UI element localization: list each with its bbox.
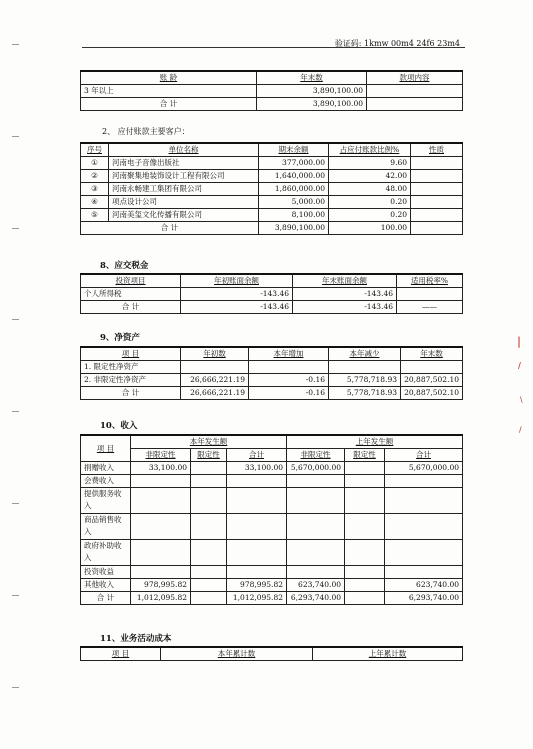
cell (191, 474, 227, 487)
cell (227, 565, 287, 578)
cell: 5,778,718.93 (329, 386, 401, 399)
cell (191, 578, 227, 591)
table-row (81, 461, 463, 474)
table-row (81, 487, 463, 513)
cell: 26,666,221.19 (181, 386, 249, 399)
cell: 3,890,100.00 (259, 221, 329, 234)
cell (385, 565, 463, 578)
cell: 6,293,740.00 (287, 591, 345, 604)
aging-table (80, 70, 463, 111)
cell: 42.00 (329, 169, 411, 182)
cell (287, 513, 345, 539)
cell: 5,670,000.00 (385, 461, 463, 474)
column-group-header: 上年发生额 (287, 435, 463, 448)
column-header: 年末数 (401, 347, 463, 360)
cell (227, 513, 287, 539)
cell: —— (397, 300, 463, 313)
column-header: 年末账面余额 (293, 274, 397, 287)
column-header: 年初账面余额 (181, 274, 293, 287)
cell (191, 487, 227, 513)
column-header: 适用税率% (397, 274, 463, 287)
table-row (81, 565, 463, 578)
cell (367, 97, 463, 110)
cell: 河南永畅建工集团有限公司 (109, 182, 259, 195)
margin-mark (12, 503, 19, 504)
cell: 合 计 (81, 300, 181, 313)
table-row (81, 195, 463, 208)
table-row (81, 373, 463, 386)
cell: 提供服务收入 (81, 487, 131, 513)
cell (191, 513, 227, 539)
cell (345, 565, 385, 578)
margin-mark (12, 319, 19, 320)
cell (411, 208, 463, 221)
cell: 5,778,718.93 (329, 373, 401, 386)
cell: 商品销售收入 (81, 513, 131, 539)
cell: 5,670,000.00 (287, 461, 345, 474)
cell: 33,100.00 (227, 461, 287, 474)
cell: 捐赠收入 (81, 461, 131, 474)
cell: 100.00 (329, 221, 411, 234)
column-header: 本年增加 (249, 347, 329, 360)
cell (345, 487, 385, 513)
column-header: 款项内容 (367, 71, 463, 84)
table-row (81, 513, 463, 539)
cell (385, 474, 463, 487)
seal-fragment: / (519, 425, 522, 434)
cell: ① (81, 156, 109, 169)
cell: ⑤ (81, 208, 109, 221)
cell: 9.60 (329, 156, 411, 169)
cell: 1,640,000.00 (259, 169, 329, 182)
cell: 河南美玺文化传播有限公司 (109, 208, 259, 221)
cell: 3 年以上 (81, 84, 257, 97)
margin-mark (12, 228, 19, 229)
cell: 政府补助收入 (81, 539, 131, 565)
column-header: 单位名称 (109, 143, 259, 156)
cell: -143.46 (181, 287, 293, 300)
table-row (81, 156, 463, 169)
cell (385, 539, 463, 565)
cell (191, 539, 227, 565)
cell: -143.46 (181, 300, 293, 313)
column-header: 序号 (81, 143, 109, 156)
column-header: 非限定性 (131, 448, 191, 461)
cell (411, 169, 463, 182)
table-row (81, 287, 463, 300)
cell (345, 591, 385, 604)
column-header: 投资项目 (81, 274, 181, 287)
cell (287, 539, 345, 565)
cell (131, 474, 191, 487)
column-group-header: 本年发生额 (131, 435, 287, 448)
cell (227, 474, 287, 487)
income-table (80, 434, 463, 605)
seal-fragment: | (517, 335, 522, 348)
cell: 5,000.00 (259, 195, 329, 208)
cell: 合 计 (81, 221, 259, 234)
table-row (81, 360, 463, 373)
table-row (81, 169, 463, 182)
cell (401, 360, 463, 373)
column-header: 合计 (227, 448, 287, 461)
cell (191, 565, 227, 578)
cell (191, 461, 227, 474)
cell: 3,890,100.00 (257, 84, 367, 97)
column-header: 限定性 (191, 448, 227, 461)
cell (411, 182, 463, 195)
cell: 1,012,095.82 (131, 591, 191, 604)
column-header: 性质 (411, 143, 463, 156)
cell: 20,887,502.10 (401, 373, 463, 386)
cell (345, 539, 385, 565)
section-title: 8、应交税金 (100, 261, 149, 271)
cell: 个人所得税 (81, 287, 181, 300)
margin-mark (12, 136, 19, 137)
cell: ④ (81, 195, 109, 208)
cell (345, 474, 385, 487)
cell: ② (81, 169, 109, 182)
section-title: 11、业务活动成本 (100, 634, 172, 644)
column-header: 占应付账款比例% (329, 143, 411, 156)
cell: 377,000.00 (259, 156, 329, 169)
cell (397, 287, 463, 300)
cell (227, 487, 287, 513)
cell: 投资收益 (81, 565, 131, 578)
column-header: 年末数 (257, 71, 367, 84)
cell: 1,860,000.00 (259, 182, 329, 195)
cell (367, 84, 463, 97)
cell: 20,887,502.10 (401, 386, 463, 399)
payables-table (80, 142, 463, 235)
cell (191, 591, 227, 604)
cell: 项点设计公司 (109, 195, 259, 208)
tax-table (80, 273, 463, 314)
table-row (81, 474, 463, 487)
cell: 3,890,100.00 (257, 97, 367, 110)
seal-fragment: \ (520, 395, 523, 404)
column-header: 账 龄 (81, 71, 257, 84)
table-row (81, 578, 463, 591)
column-header: 期末余额 (259, 143, 329, 156)
cell: 48.00 (329, 182, 411, 195)
cell: 合 计 (81, 386, 181, 399)
cell: 1,012,095.82 (227, 591, 287, 604)
margin-mark (12, 687, 19, 688)
column-header: 限定性 (345, 448, 385, 461)
column-header: 本年减少 (329, 347, 401, 360)
cell: 26,666,221.19 (181, 373, 249, 386)
column-header: 合计 (385, 448, 463, 461)
cell: 8,100.00 (259, 208, 329, 221)
table-row-total (81, 591, 463, 604)
section-title: 10、收入 (100, 421, 138, 431)
section-title: 9、净资产 (100, 333, 140, 343)
margin-mark (12, 595, 19, 596)
column-header: 年初数 (181, 347, 249, 360)
column-header: 本年累计数 (161, 647, 313, 660)
cell: 0.20 (329, 208, 411, 221)
table-row (81, 97, 463, 110)
cell (329, 360, 401, 373)
cell: 6,293,740.00 (385, 591, 463, 604)
cell (131, 565, 191, 578)
column-header: 上年累计数 (313, 647, 463, 660)
cell (385, 513, 463, 539)
cell: 会费收入 (81, 474, 131, 487)
cell (131, 487, 191, 513)
seal-fragment: / (518, 360, 521, 370)
cell: -0.16 (249, 386, 329, 399)
cell: -0.16 (249, 373, 329, 386)
cell (345, 578, 385, 591)
cell: 其他收入 (81, 578, 131, 591)
verification-code: 验证码: 1kmw 00m4 24f6 23m4 (334, 39, 460, 48)
cell: ③ (81, 182, 109, 195)
header-rule (82, 47, 465, 48)
net-assets-table (80, 346, 463, 400)
cell (287, 565, 345, 578)
table-row-total (81, 221, 463, 234)
section-subtitle: 2、 应付账款主要客户： (102, 127, 190, 136)
cell (249, 360, 329, 373)
cell: -143.46 (293, 287, 397, 300)
cell (287, 474, 345, 487)
cell: 河南聚集地装饰设计工程有限公司 (109, 169, 259, 182)
column-header: 项 目 (81, 435, 131, 461)
table-row (81, 300, 463, 313)
cell (411, 195, 463, 208)
cell: 623,740.00 (385, 578, 463, 591)
cell (181, 360, 249, 373)
table-row (81, 539, 463, 565)
business-cost-table (80, 646, 463, 661)
cell: 合 计 (81, 97, 257, 110)
column-header: 非限定性 (287, 448, 345, 461)
margin-mark (12, 44, 19, 45)
cell (411, 221, 463, 234)
column-header: 项 目 (81, 347, 181, 360)
margin-mark (12, 411, 19, 412)
column-header: 项 目 (81, 647, 161, 660)
cell (227, 539, 287, 565)
cell: 623,740.00 (287, 578, 345, 591)
table-row (81, 182, 463, 195)
table-row (81, 208, 463, 221)
table-row (81, 84, 463, 97)
cell: -143.46 (293, 300, 397, 313)
cell (411, 156, 463, 169)
cell (385, 487, 463, 513)
cell: 1. 限定性净资产 (81, 360, 181, 373)
cell (287, 487, 345, 513)
cell: 978,995.82 (227, 578, 287, 591)
cell: 2. 非限定性净资产 (81, 373, 181, 386)
cell (131, 539, 191, 565)
cell: 0.20 (329, 195, 411, 208)
cell: 合 计 (81, 591, 131, 604)
cell (345, 513, 385, 539)
cell (131, 513, 191, 539)
cell: 河南电子音像出版社 (109, 156, 259, 169)
table-row (81, 386, 463, 399)
cell: 33,100.00 (131, 461, 191, 474)
cell: 978,995.82 (131, 578, 191, 591)
cell (345, 461, 385, 474)
